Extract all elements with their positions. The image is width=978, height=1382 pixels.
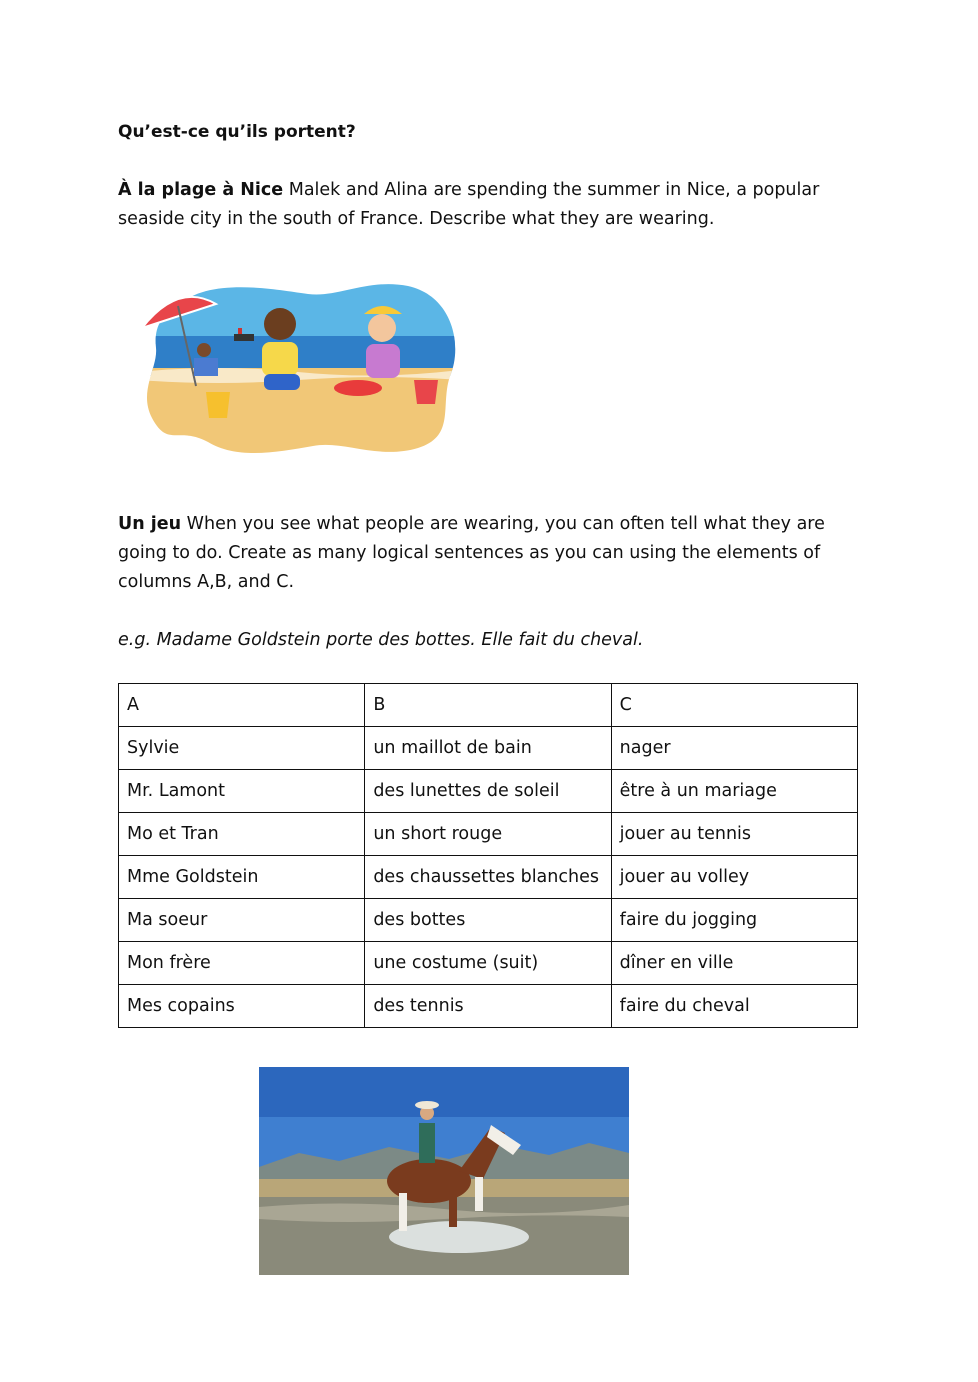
table-cell: Mme Goldstein — [119, 856, 365, 899]
table-cell: un short rouge — [365, 813, 611, 856]
table-cell: une costume (suit) — [365, 942, 611, 985]
table-header-row — [119, 684, 858, 727]
table-cell: Mr. Lamont — [119, 770, 365, 813]
table-header-cell: C — [611, 684, 857, 727]
table-cell: faire du cheval — [611, 985, 857, 1028]
table-cell: des tennis — [365, 985, 611, 1028]
game-heading: Un jeu — [118, 514, 182, 534]
table-cell: dîner en ville — [611, 942, 857, 985]
table-cell: des lunettes de soleil — [365, 770, 611, 813]
table-cell: des bottes — [365, 899, 611, 942]
beach-instructions: Malek and Alina are spending the summer in Nice, a popular seaside city in the south of France. Describe what they are wearing. — [118, 180, 820, 229]
table-header-cell: A — [119, 684, 365, 727]
table-cell: faire du jogging — [611, 899, 857, 942]
table-row — [119, 727, 858, 770]
game-instructions: When you see what people are wearing, you can often tell what they are going to do. Create as many logical sentences as you can using the elements of columns A,B, and C. — [118, 514, 825, 592]
table-cell: Mo et Tran — [119, 813, 365, 856]
table-cell: Mes copains — [119, 985, 365, 1028]
beach-paragraph — [118, 176, 863, 234]
horse-rider-photo — [259, 1067, 629, 1275]
table-cell: Sylvie — [119, 727, 365, 770]
table-cell: Mon frère — [119, 942, 365, 985]
example-sentence: e.g. Madame Goldstein porte des bottes. Elle fait du cheval. — [118, 630, 644, 650]
table-row — [119, 856, 858, 899]
beach-illustration — [138, 276, 460, 456]
table-header-cell: B — [365, 684, 611, 727]
table-cell: être à un mariage — [611, 770, 857, 813]
table-cell: Ma soeur — [119, 899, 365, 942]
page-title: Qu’est-ce qu’ils portent? — [118, 122, 356, 142]
game-paragraph — [118, 510, 863, 597]
beach-heading: À la plage à Nice — [118, 180, 284, 200]
table-row — [119, 770, 858, 813]
table-row — [119, 942, 858, 985]
table-row — [119, 813, 858, 856]
table-cell: des chaussettes blanches — [365, 856, 611, 899]
table-cell: jouer au tennis — [611, 813, 857, 856]
table-row — [119, 985, 858, 1028]
vocabulary-table — [118, 683, 858, 1028]
table-cell: nager — [611, 727, 857, 770]
table-cell: jouer au volley — [611, 856, 857, 899]
table-cell: un maillot de bain — [365, 727, 611, 770]
table-row — [119, 899, 858, 942]
